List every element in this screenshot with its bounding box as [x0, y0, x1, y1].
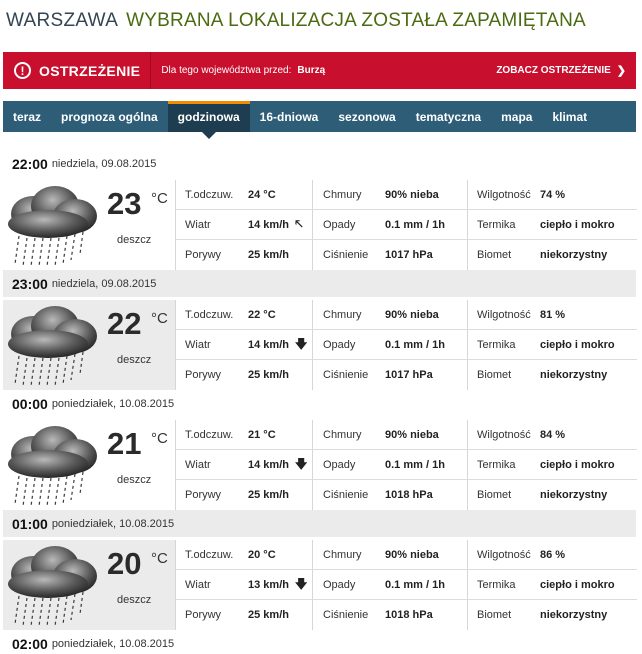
humidity-label: Wilgotność: [477, 549, 531, 561]
gusts-label: Porywy: [185, 249, 222, 261]
detail-row: [176, 420, 637, 450]
precipitation-value: 0.1 mm / 1h: [385, 219, 445, 231]
detail-row: [176, 330, 637, 360]
detail-row: [176, 570, 637, 600]
temperature-unit: °C: [151, 190, 168, 207]
tab-tematyczna[interactable]: tematyczna: [415, 109, 482, 124]
tab-klimat[interactable]: klimat: [552, 109, 588, 124]
pressure-label: Ciśnienie: [323, 369, 369, 381]
temperature-value: 23: [107, 186, 142, 221]
hour-time: 22:00: [12, 155, 48, 172]
biomet-value: niekorzystny: [540, 369, 608, 381]
gusts-label: Porywy: [185, 489, 222, 501]
wind-direction-icon: 🡇: [294, 336, 308, 351]
pressure-value: 1018 hPa: [385, 489, 433, 501]
hour-header: [3, 150, 636, 177]
humidity-label: Wilgotność: [477, 189, 531, 201]
hour-forecast-row: [3, 180, 636, 270]
pressure-label: Ciśnienie: [323, 609, 369, 621]
hour-header: [3, 390, 636, 417]
tab-teraz[interactable]: teraz: [13, 109, 42, 124]
precipitation-value: 0.1 mm / 1h: [385, 579, 445, 591]
pressure-value: 1017 hPa: [385, 369, 433, 381]
humidity-value: 74 %: [540, 189, 566, 201]
detail-row: [176, 540, 637, 570]
weather-details: [175, 180, 636, 270]
feels-like-label: T.odczuw.: [185, 189, 234, 201]
hour-date: poniedziałek, 10.08.2015: [51, 637, 175, 650]
thermal-value: ciepło i mokro: [540, 459, 615, 471]
thermal-label: Termika: [477, 459, 516, 471]
thermal-label: Termika: [477, 339, 516, 351]
tab-sezonowa[interactable]: sezonowa: [338, 109, 396, 124]
clouds-label: Chmury: [323, 309, 362, 321]
biomet-label: Biomet: [477, 369, 512, 381]
hour-time: 00:00: [12, 395, 48, 412]
detail-row: [176, 600, 637, 630]
wind-direction-icon: 🡇: [294, 576, 308, 591]
biomet-label: Biomet: [477, 489, 512, 501]
rain-cloud-graphic: [3, 184, 103, 268]
wind-speed: 14 km/h: [248, 339, 289, 351]
tab-mapa[interactable]: mapa: [501, 109, 533, 124]
temperature-value: 20: [107, 546, 142, 581]
wind-value: [248, 210, 303, 240]
chevron-right-icon: ❯: [616, 65, 626, 77]
detail-row: [176, 300, 637, 330]
warning-type: Burzą: [297, 65, 326, 76]
clouds-value: 90% nieba: [385, 549, 439, 561]
hour-date: poniedziałek, 10.08.2015: [51, 397, 175, 410]
hour-date: niedziela, 09.08.2015: [51, 277, 157, 290]
wind-direction-icon: 🡔: [294, 216, 303, 231]
rain-cloud-icon: [3, 544, 103, 628]
condition-label: deszcz: [117, 474, 152, 486]
precipitation-label: Opady: [323, 459, 356, 471]
rain-cloud-graphic: [3, 544, 103, 628]
exclamation-icon: !: [14, 62, 31, 79]
weather-summary: [3, 420, 175, 510]
clouds-value: 90% nieba: [385, 189, 439, 201]
precipitation-label: Opady: [323, 219, 356, 231]
weather-summary: [3, 300, 175, 390]
detail-row: [176, 480, 637, 510]
biomet-value: niekorzystny: [540, 489, 608, 501]
warning-text: Dla tego województwa przed:: [161, 65, 292, 76]
wind-direction-icon: 🡇: [294, 456, 308, 471]
precipitation-value: 0.1 mm / 1h: [385, 339, 445, 351]
banner-divider: [150, 52, 151, 89]
precipitation-label: Opady: [323, 579, 356, 591]
tab-godzinowa[interactable]: godzinowa: [168, 101, 250, 132]
detail-row: [176, 360, 637, 390]
clouds-label: Chmury: [323, 189, 362, 201]
humidity-label: Wilgotność: [477, 309, 531, 321]
gusts-value: 25 km/h: [248, 249, 289, 261]
clouds-value: 90% nieba: [385, 309, 439, 321]
hour-forecast-row: [3, 300, 636, 390]
warning-banner: [3, 52, 636, 89]
biomet-value: niekorzystny: [540, 609, 608, 621]
humidity-label: Wilgotność: [477, 429, 531, 441]
thermal-value: ciepło i mokro: [540, 219, 615, 231]
wind-speed: 13 km/h: [248, 579, 289, 591]
hour-header: [3, 630, 636, 654]
feels-like-label: T.odczuw.: [185, 309, 234, 321]
wind-speed: 14 km/h: [248, 219, 289, 231]
city-name: WARSZAWA: [6, 10, 119, 31]
temperature-value: 21: [107, 426, 142, 461]
feels-like-label: T.odczuw.: [185, 549, 234, 561]
wind-value: [248, 330, 307, 360]
clouds-label: Chmury: [323, 429, 362, 441]
gusts-value: 25 km/h: [248, 369, 289, 381]
rain-cloud-icon: [3, 184, 103, 268]
tab-16-dniowa[interactable]: 16-dniowa: [259, 109, 319, 124]
saved-location-message: WYBRANA LOKALIZACJA ZOSTAŁA ZAPAMIĘTANA: [126, 10, 586, 31]
feels-like-value: 20 °C: [248, 549, 276, 561]
feels-like-value: 22 °C: [248, 309, 276, 321]
pressure-value: 1018 hPa: [385, 609, 433, 621]
hour-forecast-row: [3, 420, 636, 510]
tab-prognoza-ogolna[interactable]: prognoza ogólna: [61, 109, 158, 124]
thermal-value: ciepło i mokro: [540, 579, 615, 591]
biomet-label: Biomet: [477, 609, 512, 621]
clouds-value: 90% nieba: [385, 429, 439, 441]
detail-row: [176, 450, 637, 480]
hour-time: 02:00: [12, 635, 48, 652]
wind-label: Wiatr: [185, 339, 211, 351]
gusts-value: 25 km/h: [248, 489, 289, 501]
condition-label: deszcz: [117, 234, 152, 246]
gusts-label: Porywy: [185, 609, 222, 621]
wind-label: Wiatr: [185, 459, 211, 471]
precipitation-label: Opady: [323, 339, 356, 351]
detail-row: [176, 210, 637, 240]
wind-label: Wiatr: [185, 579, 211, 591]
temperature-unit: °C: [151, 430, 168, 447]
precipitation-value: 0.1 mm / 1h: [385, 459, 445, 471]
hour-forecast-row: [3, 540, 636, 630]
rain-cloud-icon: [3, 304, 103, 388]
temperature-unit: °C: [151, 310, 168, 327]
rain-cloud-graphic: [3, 424, 103, 508]
forecast-tabs: [3, 101, 636, 132]
detail-row: [176, 240, 637, 270]
humidity-value: 81 %: [540, 309, 566, 321]
thermal-value: ciepło i mokro: [540, 339, 615, 351]
biomet-label: Biomet: [477, 249, 512, 261]
feels-like-value: 24 °C: [248, 189, 276, 201]
warning-label: OSTRZEŻENIE: [39, 62, 141, 79]
hour-time: 23:00: [12, 275, 48, 292]
condition-label: deszcz: [117, 354, 152, 366]
weather-summary: [3, 540, 175, 630]
gusts-label: Porywy: [185, 369, 222, 381]
feels-like-label: T.odczuw.: [185, 429, 234, 441]
weather-details: [175, 300, 636, 390]
wind-speed: 14 km/h: [248, 459, 289, 471]
weather-details: [175, 540, 636, 630]
wind-value: [248, 450, 307, 480]
biomet-value: niekorzystny: [540, 249, 608, 261]
wind-value: [248, 570, 307, 600]
hour-date: poniedziałek, 10.08.2015: [51, 517, 175, 530]
location-title: [6, 10, 586, 32]
rain-cloud-graphic: [3, 304, 103, 388]
pressure-label: Ciśnienie: [323, 489, 369, 501]
temperature-value: 22: [107, 306, 142, 341]
condition-label: deszcz: [117, 594, 152, 606]
clouds-label: Chmury: [323, 549, 362, 561]
pressure-label: Ciśnienie: [323, 249, 369, 261]
humidity-value: 86 %: [540, 549, 566, 561]
temperature-unit: °C: [151, 550, 168, 567]
weather-summary: [3, 180, 175, 270]
gusts-value: 25 km/h: [248, 609, 289, 621]
thermal-label: Termika: [477, 579, 516, 591]
thermal-label: Termika: [477, 219, 516, 231]
feels-like-value: 21 °C: [248, 429, 276, 441]
rain-cloud-icon: [3, 424, 103, 508]
see-warning-label: ZOBACZ OSTRZEŻENIE: [496, 65, 611, 76]
hour-header: [3, 270, 636, 297]
weather-details: [175, 420, 636, 510]
hour-header: [3, 510, 636, 537]
detail-row: [176, 180, 637, 210]
pressure-value: 1017 hPa: [385, 249, 433, 261]
see-warning-link[interactable]: [496, 52, 626, 89]
hour-time: 01:00: [12, 515, 48, 532]
hour-date: niedziela, 09.08.2015: [51, 157, 157, 170]
wind-label: Wiatr: [185, 219, 211, 231]
humidity-value: 84 %: [540, 429, 566, 441]
